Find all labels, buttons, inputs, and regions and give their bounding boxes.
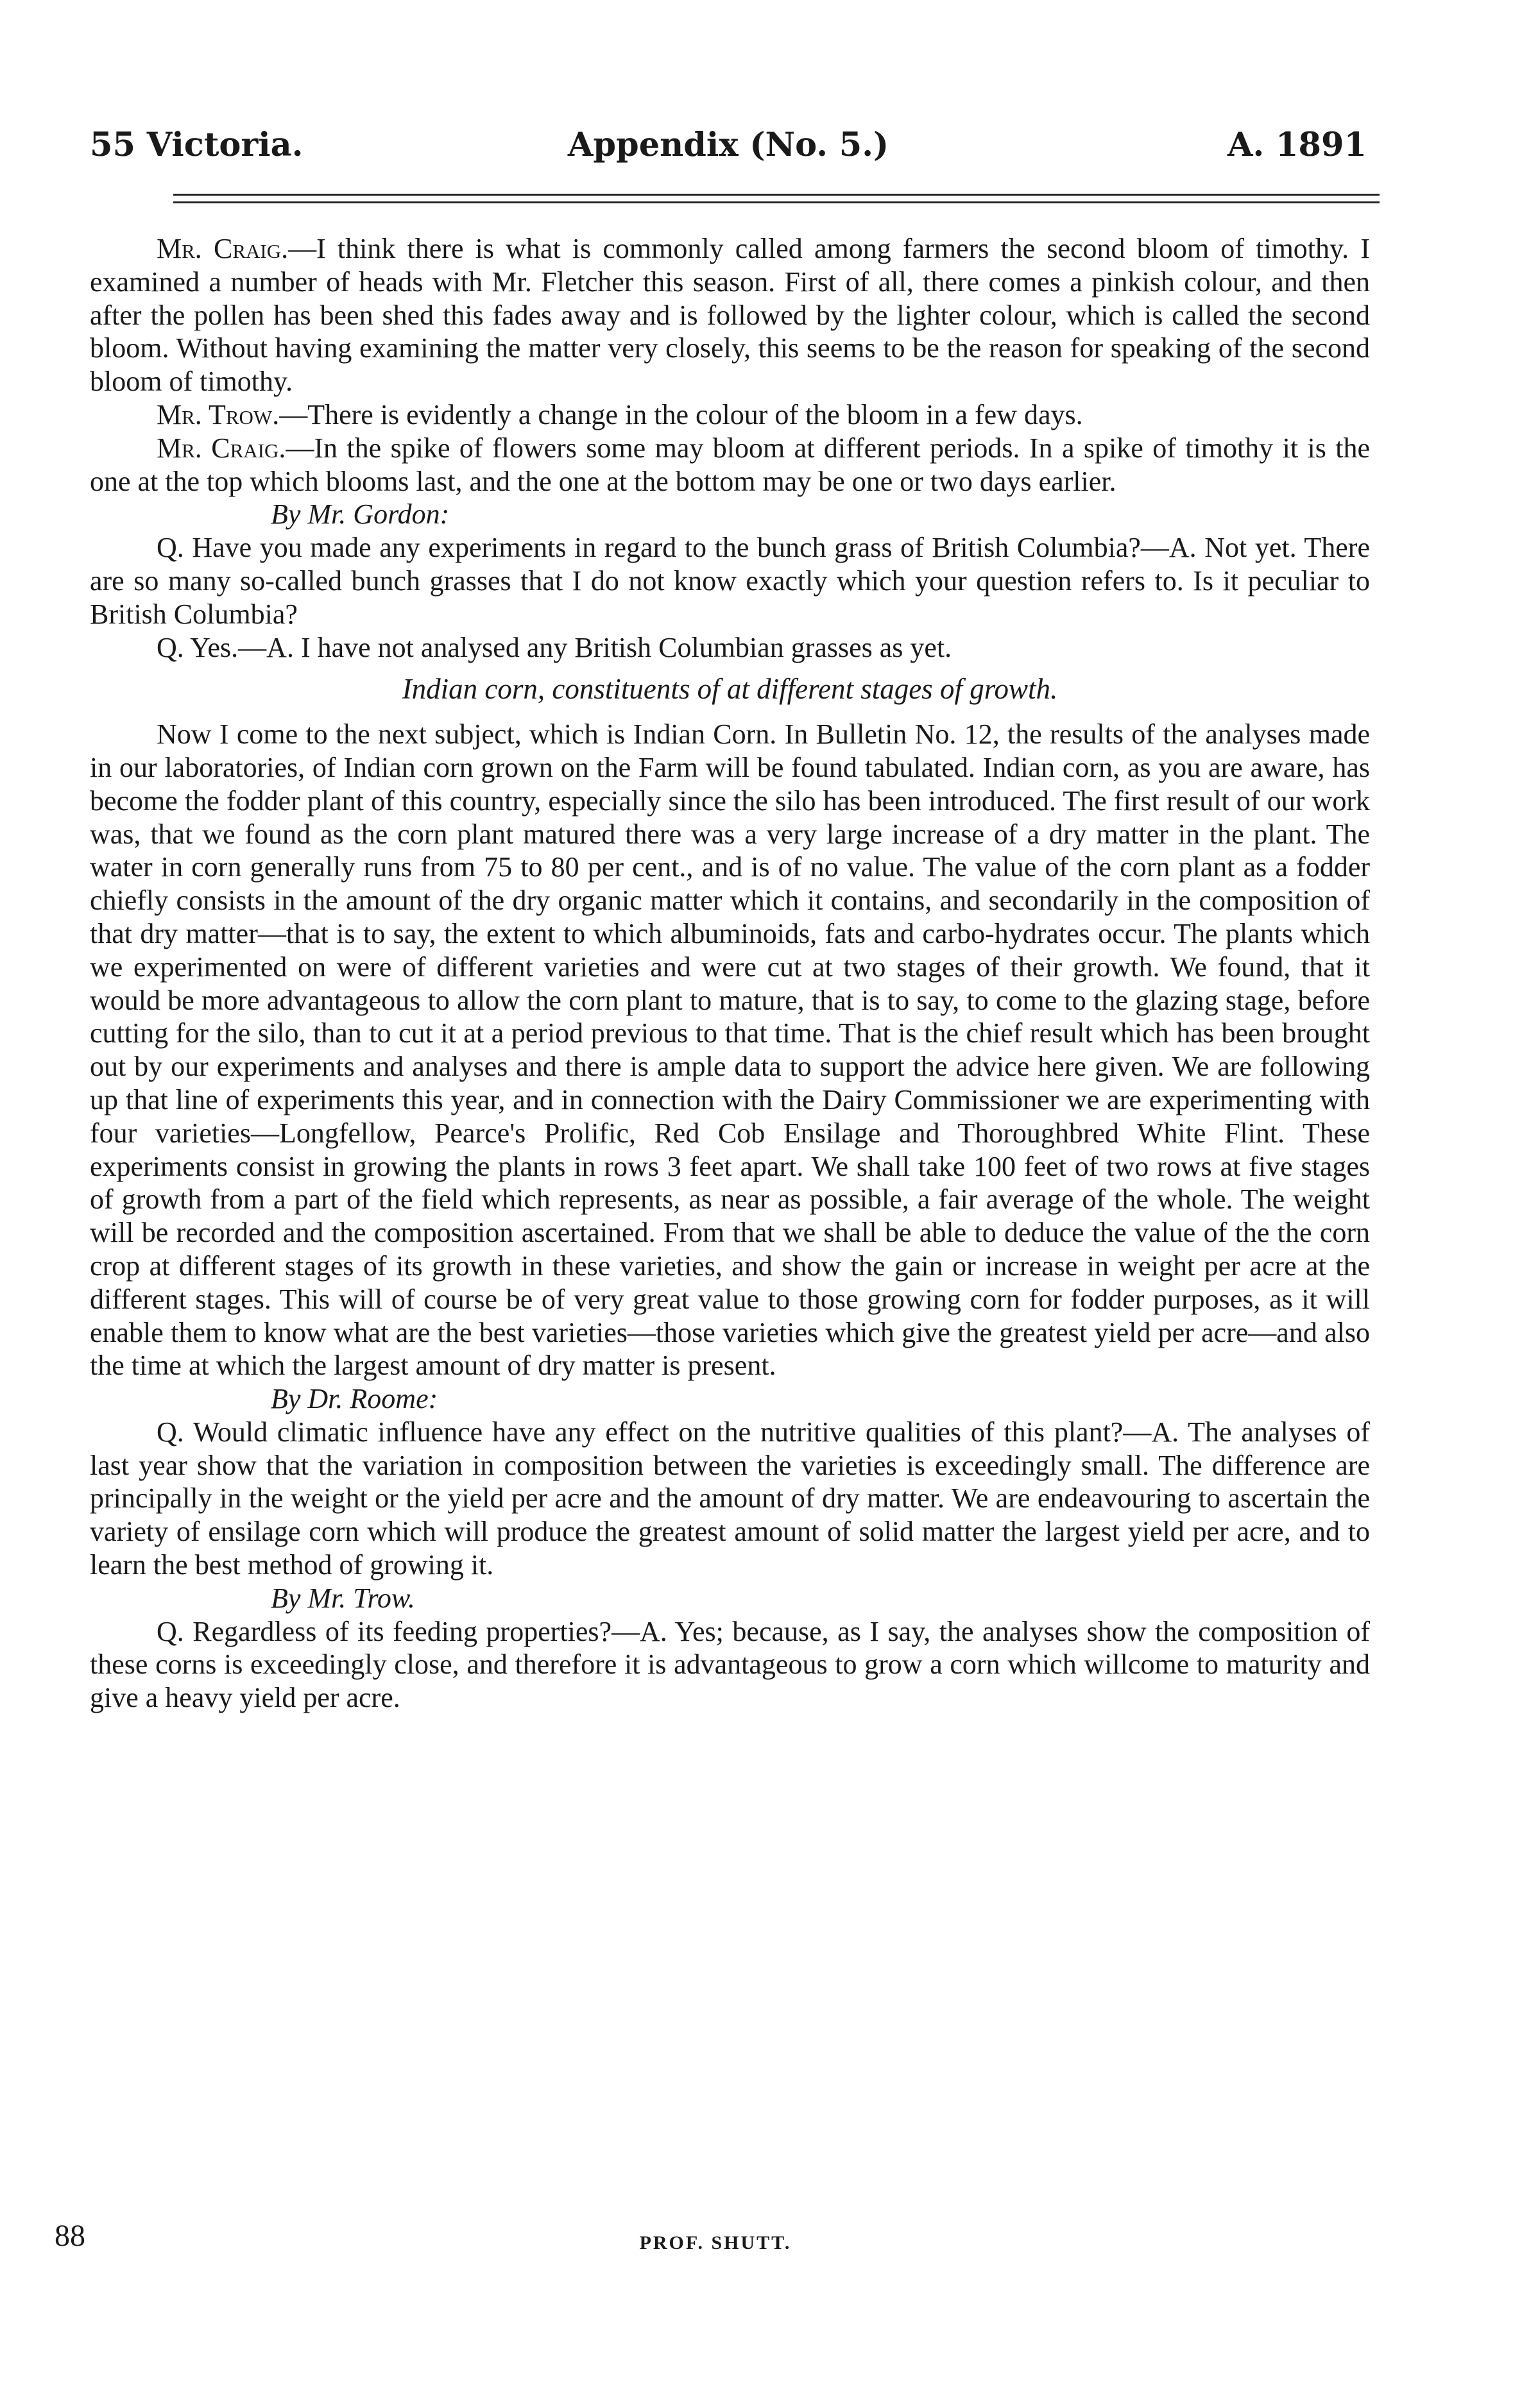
question-bunch-grass: Q. Have you made any experiments in regard to the bunch grass of British Columbia?—A. Not yet. There are so many so-called bunch grasses that I do not know exactly which your question refers to. Is it peculiar to British Columbia? <box>90 532 1370 630</box>
header-appendix: Appendix (No. 5.) <box>567 126 889 164</box>
paragraph-indian-corn: Now I come to the next subject, which is Indian Corn. In Bulletin No. 12, the results of the analyses made in our laboratories, of Indian corn grown on the Farm will be found tabulated. Indian corn, as you are aware, has become the fodder plant of this country, especially since the silo has been introduced. The first result of our work was, that we found as the corn plant matured there was a very large increase of a dry matter in the plant. The water in corn generally runs from 75 to 80 per cent., and is of no value. The value of the corn plant as a fodder chiefly consists in the amount of the dry organic matter which it contains, and secondarily in the composition of that dry matter—that is to say, the extent to which albuminoids, fats and carbo-hydrates occur. The plants which we experimented on were of different varieties and were cut at two stages of their growth. We found, that it would be more advantageous to allow the corn plant to mature, that is to say, to come to the glazing stage, before cutting for the silo, than to cut it at a period previous to that time. That is the chief result which has been brought out by our experiments and analyses and there is ample data to support the advice here given. We are following up that line of experiments this year, and in connection with the Dairy Commissioner we are experimenting with four varieties—Longfellow, Pearce's Prolific, Red Cob Ensilage and Thoroughbred White Flint. These experiments consist in growing the plants in rows 3 feet apart. We shall take 100 feet of two rows at five stages of growth from a part of the field which represents, as near as possible, a fair average of the whole. The weight will be recorded and the composition ascertained. From that we shall be able to deduce the value of the the corn crop at different stages of its growth in these varieties, and show the gain or increase in weight per acre at the different stages. This will of course be of very great value to those growing corn for fodder purposes, as it will enable them to know what are the best varieties—those varieties which give the greatest yield per acre—and also the time at which the largest amount of dry matter is present. <box>90 718 1370 1382</box>
header-rule-top <box>173 194 1380 196</box>
paragraph-craig-2 <box>90 432 1370 498</box>
speaker-name: Mr. Craig. <box>157 432 286 464</box>
header-session: 55 Victoria. <box>90 126 304 164</box>
questioner-trow: By Mr. Trow. <box>271 1582 415 1614</box>
paragraph-trow-1 <box>90 398 1370 432</box>
paragraph-text: —There is evidently a change in the colour of the bloom in a few days. <box>279 398 1083 430</box>
questioner-gordon: By Mr. Gordon: <box>271 498 450 530</box>
paragraph-text: —I think there is what is commonly called among farmers the second bloom of timothy. I examined a number of heads with Mr. Fletcher this season. First of all, there comes a pinkish colour, and then after the pollen has been shed this fades away and is followed by the lighter colour, which is called the second bloom. Without having examining the matter very closely, this seems to be the reason for speaking of the second bloom of timothy. <box>90 233 1370 398</box>
page-header <box>90 126 1367 171</box>
header-rule-bottom <box>173 201 1380 203</box>
question-feeding-properties: Q. Regardless of its feeding properties?—A. Yes; because, as I say, the analyses show the composition of these corns is exceedingly close, and therefore it is advantageous to grow a corn which willcome to maturity and give a heavy yield per acre. <box>90 1615 1370 1714</box>
speaker-name: Mr. Craig. <box>157 233 289 264</box>
footer-author: PROF. SHUTT. <box>639 2232 792 2253</box>
page-footer <box>55 2218 1376 2257</box>
question-british-columbian: Q. Yes.—A. I have not analysed any British Columbian grasses as yet. <box>157 631 952 663</box>
question-climatic-influence: Q. Would climatic influence have any effect on the nutritive qualities of this plant?—A. The analyses of last year show that the variation in composition between the varieties is exceedingly small. The difference are principally in the weight or the yield per acre and the amount of dry matter. We are endeavouring to ascertain the variety of ensilage corn which will produce the greatest amount of solid matter the largest yield per acre, and to learn the best method of growing it. <box>90 1416 1370 1581</box>
header-year: A. 1891 <box>1227 126 1367 164</box>
questioner-roome: By Dr. Roome: <box>271 1383 438 1415</box>
paragraph-craig-1 <box>90 232 1370 398</box>
page-body <box>90 232 1370 1715</box>
section-heading: Indian corn, constituents of at different stages of growth. <box>402 673 1058 706</box>
speaker-name: Mr. Trow. <box>157 398 280 430</box>
paragraph-text: —In the spike of flowers some may bloom at different periods. In a spike of timothy it is the one at the top which blooms last, and the one at the bottom may be one or two days earlier. <box>90 432 1370 497</box>
page-number: 88 <box>55 2219 85 2253</box>
